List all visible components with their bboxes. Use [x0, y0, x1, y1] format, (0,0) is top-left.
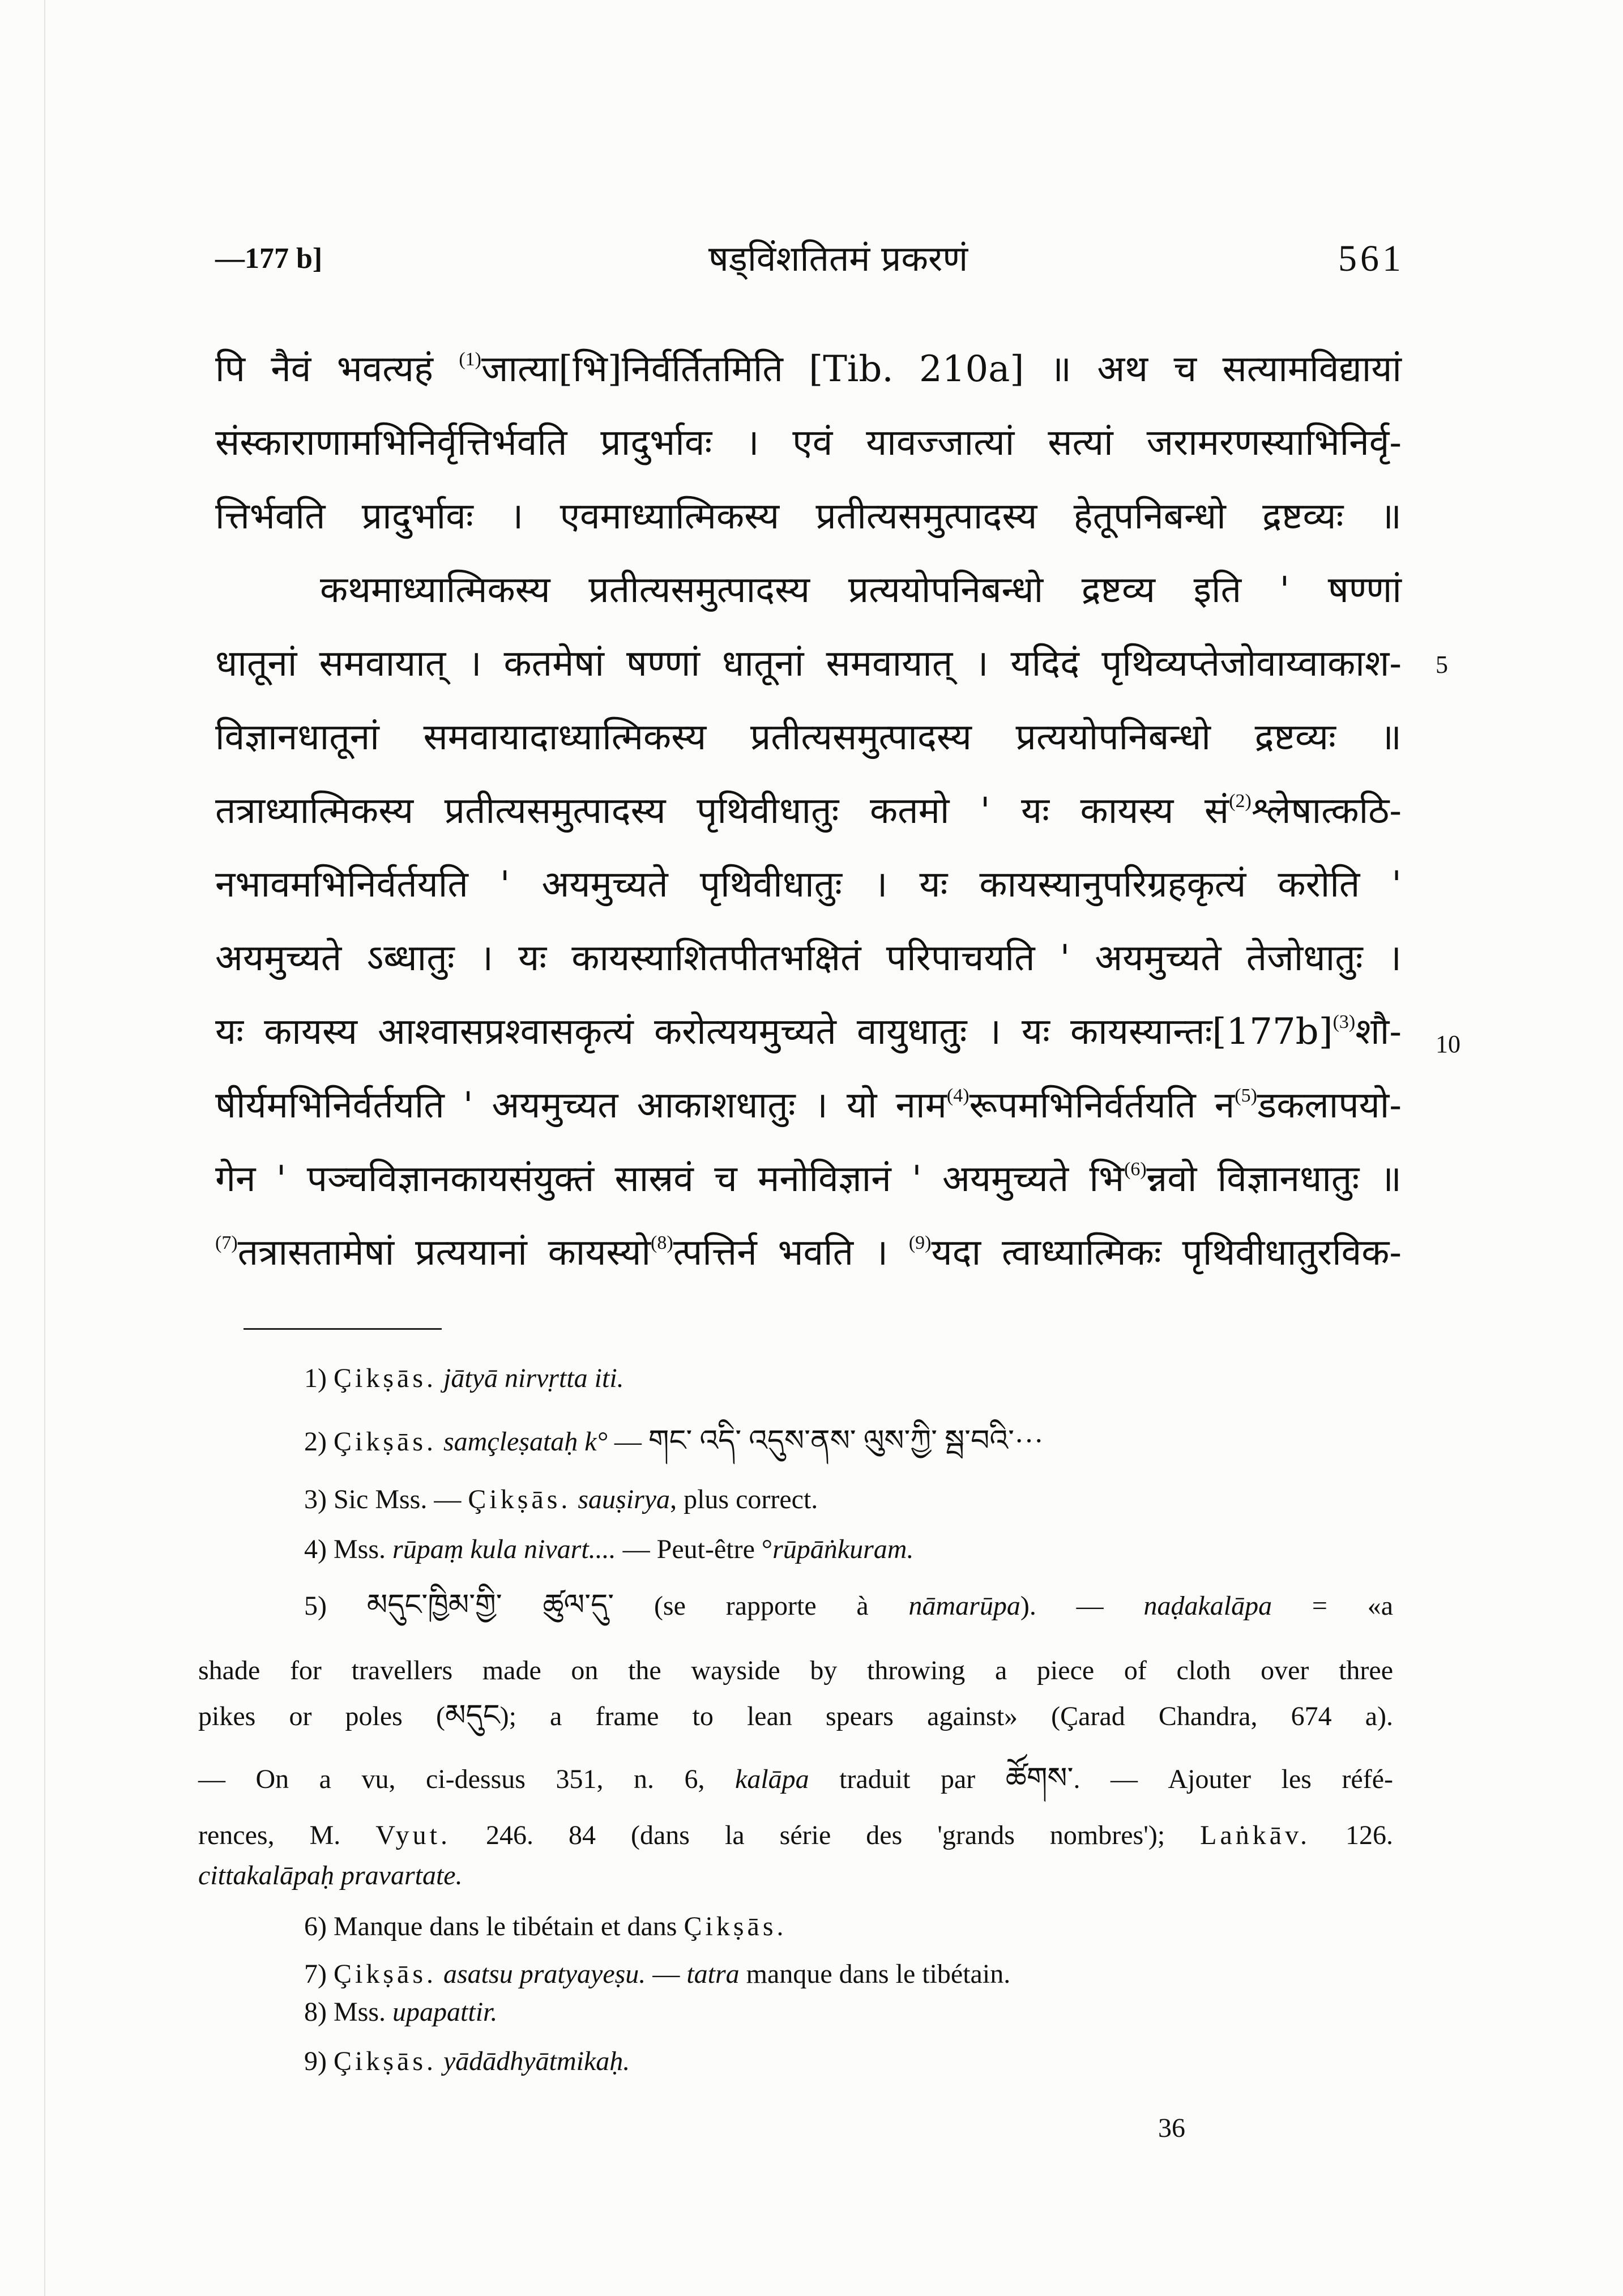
text-segment: . — Ajouter les réfé- — [1073, 1764, 1394, 1794]
footnote-line — [304, 1589, 1393, 1623]
italic-text: upapattir. — [392, 1997, 498, 2027]
text-segment — [437, 1427, 443, 1457]
text-segment: traduit par — [809, 1764, 1006, 1794]
signature-mark: 36 — [1158, 2113, 1185, 2143]
text-line — [215, 788, 1402, 834]
footnote-reference: (4) — [946, 1085, 969, 1106]
text-segment: Çikṣās. — [684, 1911, 787, 1941]
text-segment: — — [646, 1959, 687, 1989]
text-line — [215, 641, 1402, 686]
text-segment: यः कायस्य आश्वासप्रश्वासकृत्यं करोत्ययमुच्यते वायुधातुः । यः कायस्यान्तः[177b] — [215, 1011, 1333, 1053]
italic-text: rūpāṅkuram. — [772, 1534, 914, 1564]
text-segment: Çikṣās. — [333, 1363, 437, 1393]
line-number-5: 5 — [1436, 651, 1448, 678]
text-segment: जात्या[भि]निर्वर्तितमिति [Tib. 210a] ॥ अथ च सत्यामविद्यायां — [481, 348, 1402, 390]
text-segment: त्तिर्भवति प्रादुर्भावः । एवमाध्यात्मिकस्य प्रतीत्यसमुत्पादस्य हेतूपनिबन्धो द्रष्टव्यः ॥ — [215, 496, 1402, 537]
footnote-reference: (6) — [1124, 1159, 1147, 1180]
italic-text: nāmarūpa — [908, 1591, 1020, 1621]
text-segment: संस्काराणामभिनिर्वृत्तिर्भवति प्रादुर्भावः । एवं यावज्जात्यां सत्यां जरामरणस्याभिनिर्वृ- — [215, 422, 1402, 464]
text-segment: न्नवो विज्ञानधातुः ॥ — [1146, 1158, 1402, 1200]
text-segment: धातूनां समवायात् । कतमेषां षण्णां धातूनां समवायात् । यदिदं पृथिव्यप्तेजोवाय्वाकाश- — [215, 643, 1402, 685]
running-head-folio-ref: —177 b] — [215, 242, 323, 275]
text-segment: — — [607, 1427, 648, 1457]
text-segment: 5) — [304, 1591, 367, 1621]
text-segment: 4) Mss. — [304, 1534, 393, 1564]
text-segment: 3) Sic Mss. — — [304, 1484, 468, 1514]
text-line — [320, 567, 1402, 613]
footnote-line — [304, 1483, 818, 1517]
text-segment: Çikṣās. — [333, 2046, 437, 2076]
text-segment — [437, 1363, 443, 1393]
footnote-line — [304, 2045, 630, 2079]
text-segment: विज्ञानधातूनां समवायादाध्यात्मिकस्य प्रतीत्यसमुत्पादस्य प्रत्ययोपनिबन्धो द्रष्टव्यः ॥ — [215, 716, 1402, 758]
italic-text: rūpaṃ kula nivart.... — [392, 1534, 616, 1564]
text-segment: 1) — [304, 1363, 334, 1393]
text-segment: shade for travellers made on the wayside by throwing a piece of cloth over three — [198, 1655, 1393, 1685]
text-line — [215, 862, 1402, 907]
text-segment — [437, 2046, 443, 2076]
text-segment: 246. 84 (dans la série des 'grands nombres'); — [450, 1820, 1201, 1850]
footnote-reference: (9) — [908, 1232, 932, 1253]
text-segment: , plus correct. — [670, 1484, 818, 1514]
text-segment: शौ- — [1355, 1011, 1402, 1053]
text-segment: 126. — [1310, 1820, 1393, 1850]
text-segment: नभावमभिनिर्वर्तयति ' अयमुच्यते पृथिवीधातुः । यः कायस्यानुपरिग्रहकृत्यं करोति ' — [215, 864, 1402, 906]
footnote-line — [304, 1957, 1010, 1991]
text-segment: — On a vu, ci-dessus 351, n. 6, — [198, 1764, 736, 1794]
italic-text: yādādhyātmikaḥ. — [443, 2046, 630, 2076]
footnote-reference: (5) — [1235, 1085, 1257, 1106]
footnote-line — [304, 1910, 787, 1944]
text-segment: यदा त्वाध्यात्मिकः पृथिवीधातुरविक- — [931, 1232, 1402, 1274]
text-line — [215, 1009, 1402, 1055]
text-segment: 8) Mss. — [304, 1997, 393, 2027]
italic-text: sauṣirya — [578, 1484, 670, 1514]
text-line — [215, 494, 1402, 539]
text-segment: कथमाध्यात्मिकस्य प्रतीत्यसमुत्पादस्य प्रत्ययोपनिबन्धो द्रष्टव्य इति ' षण्णां — [320, 569, 1402, 611]
text-segment: श्लेषात्कठि- — [1251, 790, 1402, 832]
footnote-reference: (3) — [1332, 1012, 1356, 1032]
footnote-line — [198, 1819, 1393, 1853]
tibetan-text: ཚོགས་ — [1005, 1762, 1074, 1795]
italic-text: jātyā nirvṛtta iti. — [443, 1363, 624, 1393]
text-segment: — Peut-être ° — [616, 1534, 773, 1564]
tibetan-text: མདུང — [445, 1700, 500, 1732]
text-segment: षीर्यमभिनिर्वर्तयति ' अयमुच्यत आकाशधातुः । यो नाम — [215, 1085, 947, 1126]
text-segment: = «a — [1272, 1591, 1394, 1621]
text-segment: rences, M. — [198, 1820, 376, 1850]
line-number-10: 10 — [1436, 1030, 1460, 1058]
text-segment: 9) — [304, 2046, 334, 2076]
footnote-line — [198, 1654, 1393, 1688]
text-segment: Çikṣās. — [333, 1427, 437, 1457]
italic-text: kalāpa — [735, 1764, 809, 1794]
text-line — [215, 1230, 1402, 1275]
footnote-line — [304, 1362, 624, 1395]
text-line — [215, 347, 1402, 392]
footnote-line — [304, 1424, 1044, 1458]
italic-text: samçleṣataḥ k° — [443, 1427, 608, 1457]
footnote-reference: (7) — [215, 1232, 238, 1253]
footnote-line — [304, 1533, 913, 1567]
text-segment: त्पत्तिर्न भवति । — [673, 1232, 909, 1274]
footnote-reference: (8) — [651, 1232, 673, 1253]
text-segment: 6) Manque dans le tibétain et dans — [304, 1911, 684, 1941]
text-segment: manque dans le tibétain. — [739, 1959, 1011, 1989]
text-segment: अयमुच्यते ऽब्धातुः । यः कायस्याशितपीतभक्षितं परिपाचयति ' अयमुच्यते तेजोधातुः । — [215, 937, 1402, 979]
text-segment: तत्राध्यात्मिकस्य प्रतीत्यसमुत्पादस्य पृथिवीधातुः कतमो ' यः कायस्य सं — [215, 790, 1229, 832]
footnote-line — [304, 1995, 497, 2029]
text-segment: pikes or poles ( — [198, 1701, 445, 1731]
footnote-separator-rule — [244, 1328, 442, 1330]
text-segment: तत्रासतामेषां प्रत्ययानां कायस्यो — [237, 1232, 651, 1274]
text-line — [215, 1083, 1402, 1128]
text-line — [215, 1156, 1402, 1202]
text-segment — [437, 1959, 443, 1989]
scan-edge-line — [44, 0, 45, 2296]
text-segment: Laṅkāv. — [1200, 1820, 1310, 1850]
tibetan-text: མདུང་ཁྱིམ་གྱི་ ཚུལ་དུ་ — [366, 1589, 614, 1621]
running-head-title: षड्विंशतितमं प्रकरणं — [708, 238, 968, 279]
text-segment: ); a frame to lean spears against» (Çarad Chandra, 674 a). — [499, 1701, 1393, 1731]
text-segment: डकलापयो- — [1257, 1085, 1402, 1126]
text-segment: Çikṣās. — [468, 1484, 571, 1514]
text-segment: ). — — [1020, 1591, 1144, 1621]
text-segment: गेन ' पञ्चविज्ञानकायसंयुक्तं सास्रवं च मनोविज्ञानं ' अयमुच्यते भि — [215, 1158, 1125, 1200]
text-segment — [571, 1484, 578, 1514]
italic-text: asatsu pratyayeṣu. — [443, 1959, 646, 1989]
italic-text: cittakalāpaḥ pravartate. — [198, 1860, 463, 1890]
footnote-line — [198, 1859, 1393, 1893]
text-segment: Çikṣās. — [333, 1959, 437, 1989]
text-line — [215, 936, 1402, 981]
footnote-line — [198, 1762, 1393, 1796]
footnote-reference: (2) — [1229, 791, 1252, 812]
italic-text: tatra — [686, 1959, 740, 1989]
footnote-line — [198, 1699, 1393, 1733]
footnote-reference: (1) — [459, 349, 481, 370]
text-line — [215, 420, 1402, 466]
text-segment: (se rapporte à — [614, 1591, 909, 1621]
text-segment: Vyut. — [375, 1820, 451, 1850]
page-number: 561 — [1338, 238, 1404, 279]
text-segment: 2) — [304, 1427, 334, 1457]
text-segment: रूपमभिनिर्वर्तयति न — [969, 1085, 1235, 1126]
text-segment: पि नैवं भवत्यहं — [215, 348, 459, 390]
tibetan-text: གང་ འདི་ འདུས་ནས་ ལུས་ཀྱི་ སྦ་བའི་··· — [648, 1425, 1044, 1457]
text-line — [215, 715, 1402, 760]
text-segment: 7) — [304, 1959, 334, 1989]
italic-text: naḍakalāpa — [1143, 1591, 1272, 1621]
